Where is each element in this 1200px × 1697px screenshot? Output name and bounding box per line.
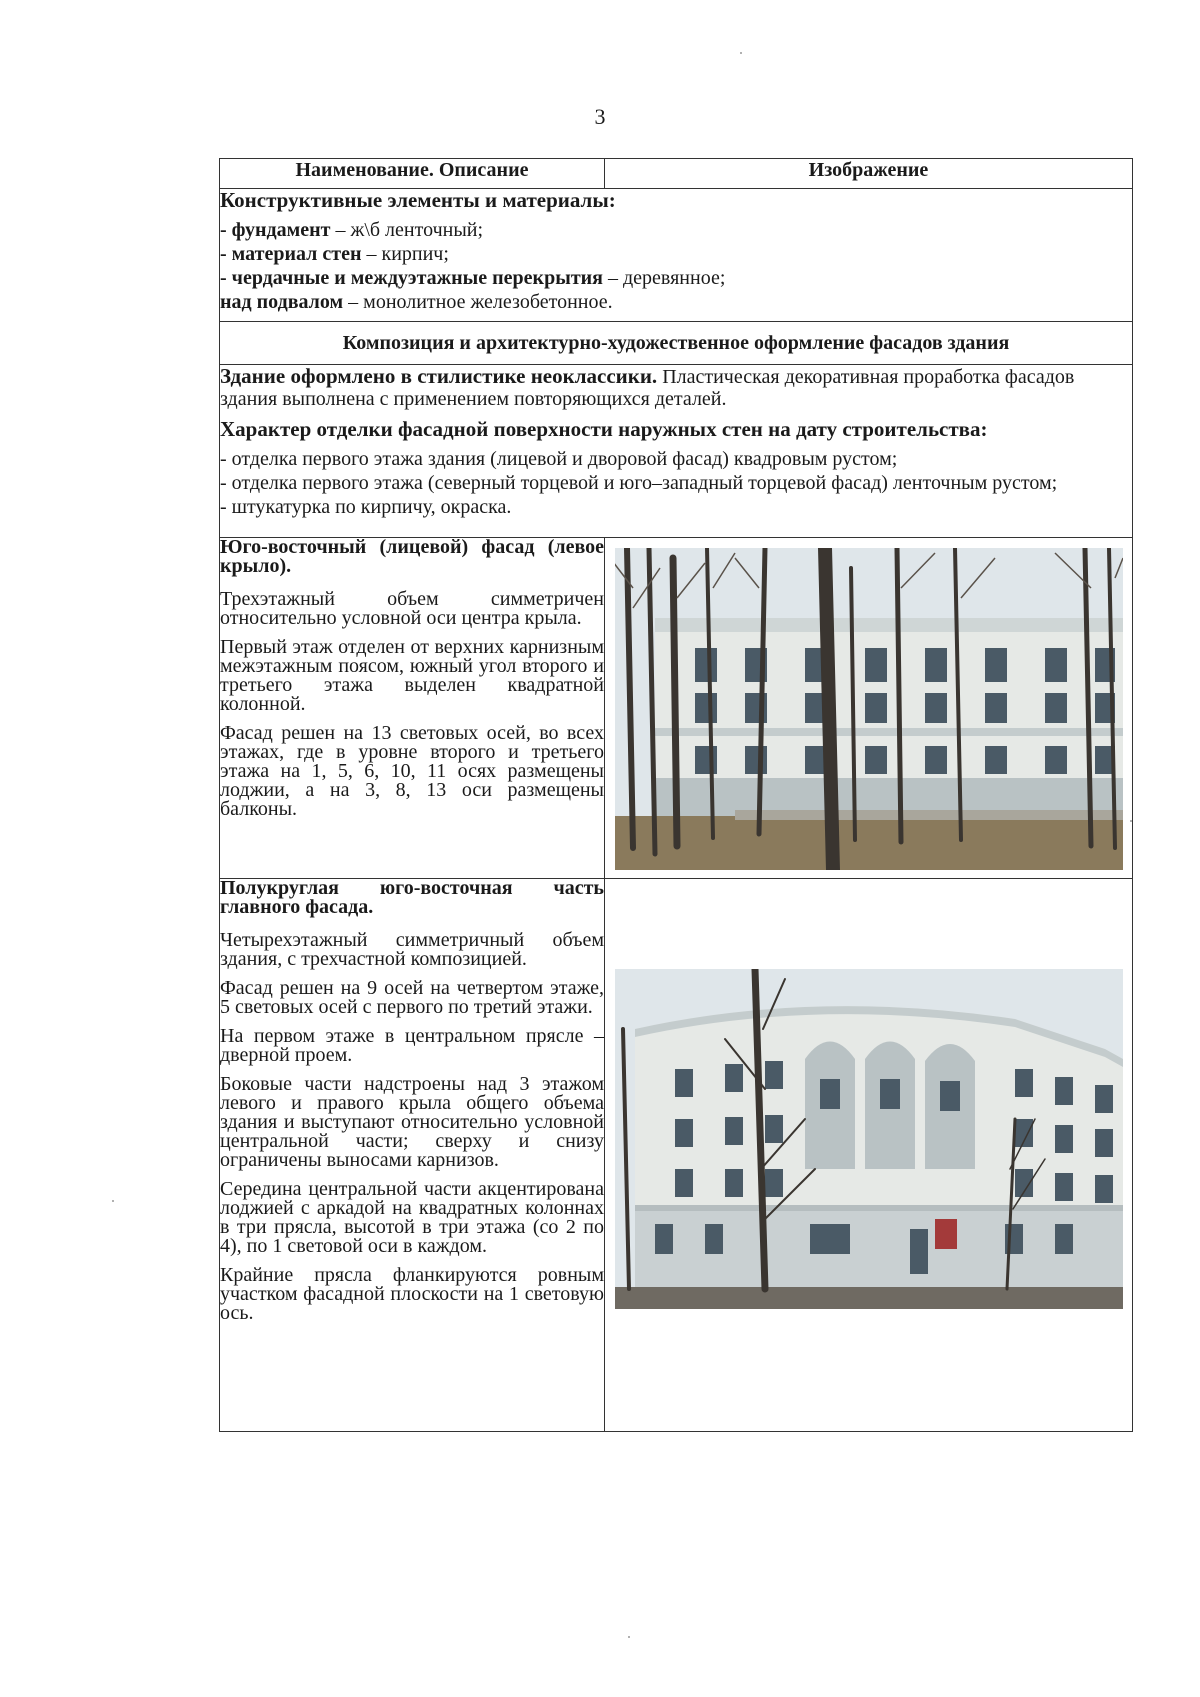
scan-speck [1130,820,1132,822]
composition-cell [220,365,1133,538]
materials-item: над подвалом – монолитное железобетонное. [220,291,613,313]
facade1-row [220,538,1133,879]
materials-item: - чердачные и междуэтажные перекрытия – деревянное; [220,267,726,289]
style-paragraph: Здание оформлено в стилистике неоклассики. Пластическая декоративная проработка фасадов здания выполнена с применением повторяющихся деталей. [220,364,1075,410]
facade1-paragraph: Первый этаж отделен от верхних карнизным межэтажным поясом, южный угол второго и третьего этажа выделен квадратной колонной. [220,636,604,715]
scan-speck [740,52,742,54]
facade2-photo [615,969,1123,1309]
composition-title: Композиция и архитектурно-художественное оформление фасадов здания [220,322,1133,365]
finish-item: - отделка первого этажа (северный торцевой и юго–западный торцевой фасад) ленточным рустом; [220,472,1058,494]
description-table [219,158,1133,1432]
facade2-description [220,879,605,1432]
facade2-paragraph: Боковые части надстроены над 3 этажом левого и правого крыла общего объема здания и выступают относительно условной центральной части; сверху и снизу ограничены выносами карнизов. [220,1073,604,1171]
composition-row [220,365,1133,538]
finish-item: - отделка первого этажа здания (лицевой и дворовой фасад) квадровым рустом; [220,448,898,470]
header-image: Изображение [605,159,1133,189]
materials-item: - материал стен – кирпич; [220,243,449,265]
facade2-paragraph: На первом этаже в центральном прясле – дверной проем. [220,1025,604,1066]
materials-title: Конструктивные элементы и материалы: [220,188,616,212]
facade2-paragraph: Крайние прясла фланкируются ровным участком фасадной плоскости на 1 световую ось. [220,1264,604,1324]
facade2-row [220,879,1133,1432]
facade2-image-cell [605,879,1133,1432]
facade1-image-cell [605,538,1133,879]
facade2-paragraph: Четырехэтажный симметричный объем здания, с трехчастной композицией. [220,929,604,970]
facade1-title: Юго-восточный (лицевой) фасад (левое крыло). [220,536,604,577]
facade2-paragraph: Середина центральной части акцентирована лоджией с аркадой на квадратных колоннах в три прясла, высотой в три этажа (со 2 по 4), по 1 световой оси в каждом. [220,1178,604,1257]
facade2-title: Полукруглая юго-восточная часть главного фасада. [220,877,604,918]
facade1-paragraph: Фасад решен на 13 световых осей, во всех этажах, где в уровне второго и третьего этажа на 1, 5, 6, 10, 11 осях размещены лоджии, а на 3, 8, 13 оси размещены балконы. [220,722,604,820]
finish-item: - штукатурка по кирпичу, окраска. [220,496,512,518]
facade1-paragraph: Трехэтажный объем симметричен относительно условной оси центра крыла. [220,588,604,629]
materials-row [220,189,1133,322]
table-header-row [220,159,1133,189]
facade2-paragraph: Фасад решен на 9 осей на четвертом этаже, 5 световых осей с первого по третий этажи. [220,977,604,1018]
facade1-description [220,538,605,879]
finish-title: Характер отделки фасадной поверхности наружных стен на дату строительства: [220,417,988,441]
scan-speck [628,1636,630,1638]
scan-speck [112,1200,114,1202]
header-description: Наименование. Описание [220,159,605,189]
materials-item: - фундамент – ж\б ленточный; [220,219,484,241]
facade1-photo [615,548,1123,870]
materials-cell [220,189,1133,322]
composition-title-row [220,322,1133,365]
page-number: 3 [594,104,606,129]
